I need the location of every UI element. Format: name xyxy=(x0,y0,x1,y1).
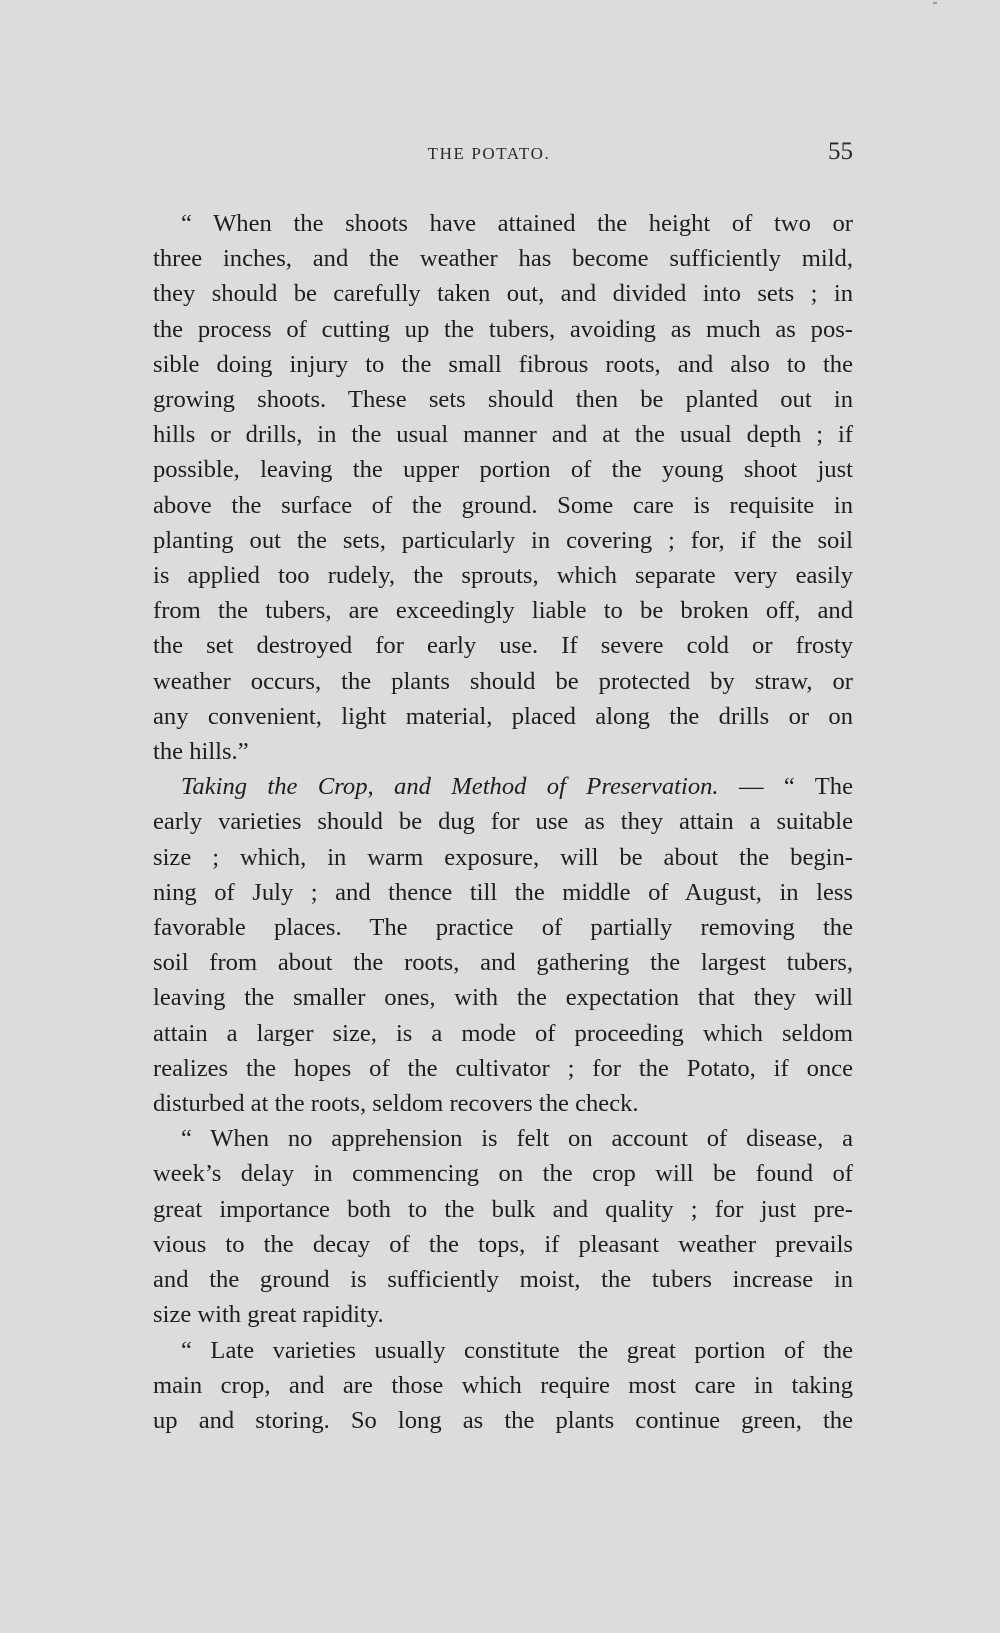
section-heading-line xyxy=(125,769,853,804)
text-line: they should be carefully taken out, and divided into sets ; in xyxy=(153,280,853,308)
text-line: size with great rapidity. xyxy=(153,1301,384,1329)
text-line: planting out the sets, particularly in covering ; for, if the soil xyxy=(153,526,853,554)
paragraph-delay-in-harvest xyxy=(125,1121,853,1332)
text-line: attain a larger size, is a mode of proceeding which seldom xyxy=(153,1019,853,1047)
running-head xyxy=(125,138,853,168)
text-line: realizes the hopes of the cultivator ; for the Potato, if once xyxy=(153,1054,853,1082)
text-line: ning of July ; and thence till the middle of August, in less xyxy=(153,878,853,906)
paragraph-planting-sets xyxy=(125,206,853,769)
text-line: above the surface of the ground. Some care is requisite in xyxy=(153,491,853,519)
text-line: soil from about the roots, and gathering the largest tubers, xyxy=(153,949,853,977)
text-line: great importance both to the bulk and quality ; for just pre- xyxy=(153,1195,853,1223)
text-line: weather occurs, the plants should be protected by straw, or xyxy=(153,667,853,695)
text-line: week’s delay in commencing on the crop will be found of xyxy=(153,1160,853,1188)
body-text xyxy=(125,206,853,1438)
text-line: hills or drills, in the usual manner and at the usual depth ; if xyxy=(153,421,853,449)
text-line: the process of cutting up the tubers, avoiding as much as pos- xyxy=(153,315,853,343)
scan-speck xyxy=(933,2,937,4)
text-line: three inches, and the weather has become sufficiently mild, xyxy=(153,245,853,273)
text-line: any convenient, light material, placed along the drills or on xyxy=(153,702,853,730)
text-line: up and storing. So long as the plants continue green, the xyxy=(153,1406,853,1434)
text-line: the set destroyed for early use. If severe cold or frosty xyxy=(153,632,853,660)
text-line: “ When no apprehension is felt on account of disease, a xyxy=(181,1125,853,1153)
text-line: growing shoots. These sets should then be planted out in xyxy=(153,386,853,414)
running-title: THE POTATO. xyxy=(427,144,551,163)
page-number: 55 xyxy=(828,138,853,165)
paragraph-taking-the-crop xyxy=(125,769,853,1121)
text-line: favorable places. The practice of partially removing the xyxy=(153,914,853,942)
text-line: and the ground is sufficiently moist, the tubers increase in xyxy=(153,1266,853,1294)
text-line: the hills.” xyxy=(153,738,249,766)
text-line: sible doing injury to the small fibrous roots, and also to the xyxy=(153,350,853,378)
text-line: main crop, and are those which require most care in taking xyxy=(153,1371,853,1399)
text-line: disturbed at the roots, seldom recovers the check. xyxy=(153,1090,639,1118)
section-heading-suffix: — “ The xyxy=(718,773,853,801)
text-line: vious to the decay of the tops, if pleasant weather prevails xyxy=(153,1230,853,1258)
text-line: “ Late varieties usually constitute the great portion of the xyxy=(181,1336,853,1364)
section-heading: Taking the Crop, and Method of Preservation. xyxy=(181,773,719,801)
text-line: leaving the smaller ones, with the expectation that they will xyxy=(153,984,853,1012)
text-line: size ; which, in warm exposure, will be about the begin- xyxy=(153,843,853,871)
text-line: “ When the shoots have attained the height of two or xyxy=(181,210,853,237)
text-line: early varieties should be dug for use as they attain a suitable xyxy=(153,808,853,836)
text-line: from the tubers, are exceedingly liable to be broken off, and xyxy=(153,597,853,625)
text-line: is applied too rudely, the sprouts, which separate very easily xyxy=(153,562,853,590)
paragraph-late-varieties xyxy=(125,1333,853,1439)
text-line: possible, leaving the upper portion of the young shoot just xyxy=(153,456,853,484)
